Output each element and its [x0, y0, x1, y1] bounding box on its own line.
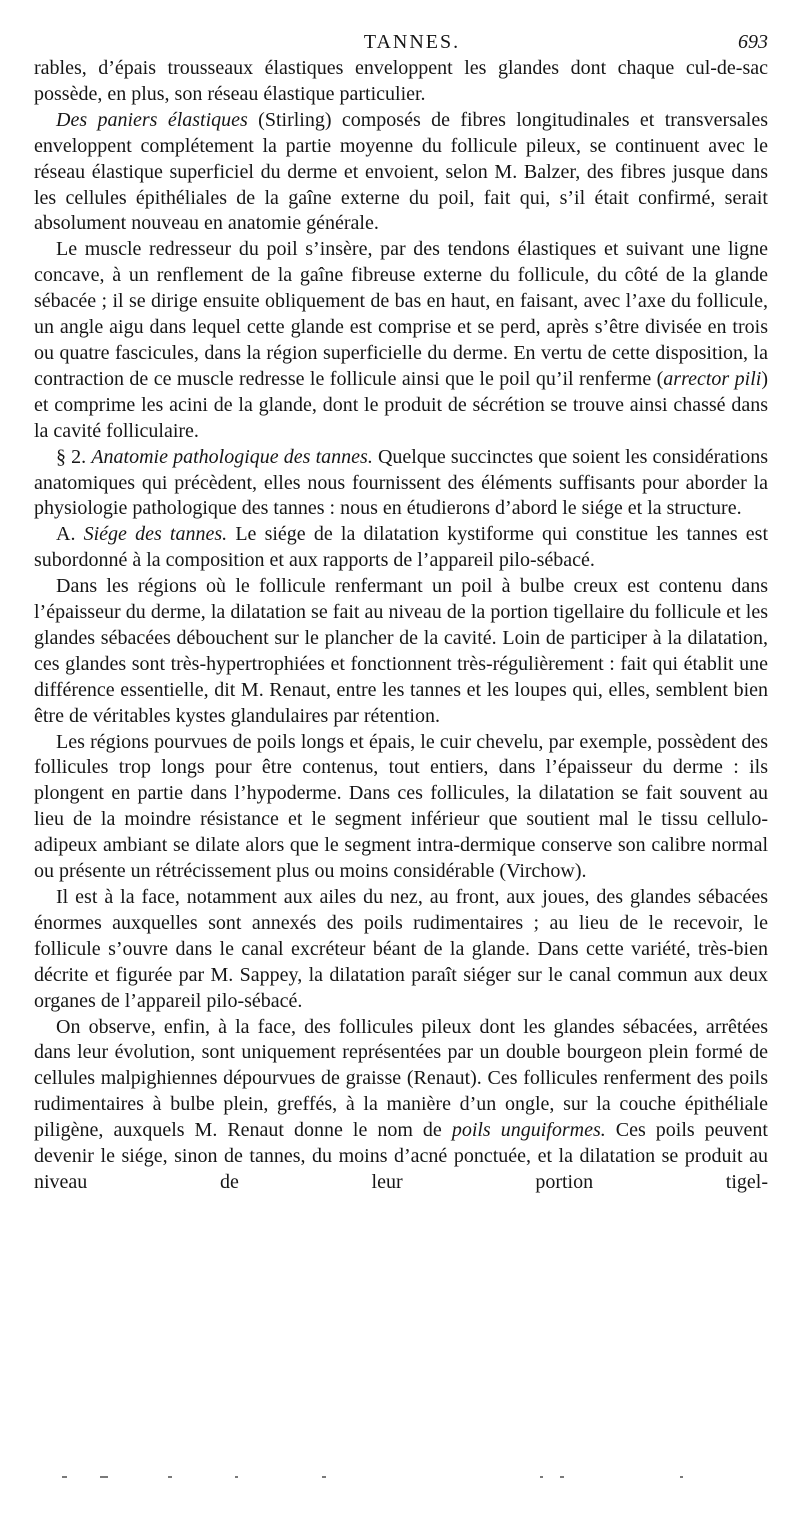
section-mark: § 2. — [56, 445, 87, 468]
paragraph-2-text: (Stirling) composés de fibres longitudinales et transversales enveloppent complétement la partie moyenne du follicule pileux, se continuent avec le réseau élastique superficiel du derme et envoient, selon M. Balzer, des fibres jusque dans les cellules épithéliales de la gaîne externe du poil, fait qui, s’il était confirmé, serait absolument nouveau en anatomie générale. — [34, 108, 768, 235]
section-heading: Anatomie pathologique des tannes. — [91, 445, 373, 468]
paragraph-5 — [34, 522, 768, 574]
paragraph-5-text: Le siége de la dilatation kystiforme qui constitue les tannes est subordonné à la composition et aux rapports de l’appareil pilo-sébacé. — [34, 523, 768, 572]
speck-6 — [540, 1476, 543, 1478]
running-header — [34, 30, 768, 54]
paragraph-2 — [34, 108, 768, 238]
paragraph-4-text: Quelque succinctes que soient les considérations anatomiques qui précèdent, elles nous fournissent des éléments suffisants pour aborder la physiologie pathologique des tannes : nous en étudierons d’abord le siége et la structure. — [34, 445, 769, 520]
body-text — [34, 56, 768, 1196]
paragraph-9-before: On observe, enfin, à la face, des follicules pileux dont les glandes sébacées, arrêtées dans leur évolution, sont uniquement représentées par un double bourgeon plein formé de cellules malpighiennes dépourvues de graisse (Renaut). Ces follicules renferment des poils rudimentaires à bulbe plein, greffés, à la manière d’un ongle, sur la couche épithéliale piligène, auxquels M. Renaut donne le nom de — [34, 1015, 768, 1142]
speck-5 — [322, 1476, 326, 1478]
paragraph-3 — [34, 237, 768, 444]
paragraph-2-lead: Des paniers élastiques — [56, 108, 248, 131]
paragraph-9-term: poils unguiformes. — [451, 1119, 606, 1142]
paragraph-3-before: Le muscle redresseur du poil s’insère, par des tendons élastiques et suivant une ligne concave, à un renflement de la gaîne fibreuse externe du follicule, du côté de la glande sébacée ; il se dirige ensuite obliquement de bas en haut, en faisant, avec l’axe du follicule, un angle aigu dans lequel cette glande est comprise et se perd, après s’être divisée en trois ou quatre fascicules, dans la région superficielle du derme. En vertu de cette disposition, la contraction de ce muscle redresse le follicule ainsi que le poil qu’il renferme ( — [34, 238, 768, 390]
paragraph-7-text: Les régions pourvues de poils longs et épais, le cuir chevelu, par exemple, possèdent des follicules trop longs pour être contenus, tout entiers, dans l’épaisseur du derme : ils plongent en partie dans l’hypoderme. Dans ces follicules, la dilatation se fait souvent au lieu de la moindre résistance et le segment inférieur que soutient mal le tissu cellulo-adipeux ambiant se dilate alors que le segment intra-dermique conserve son calibre normal ou présente un rétrécissement plus ou moins considérable (Virchow). — [34, 730, 768, 883]
speck-2 — [100, 1476, 108, 1478]
subsection-marker: A. — [56, 523, 76, 546]
page-number: 693 — [738, 31, 768, 53]
speck-8 — [680, 1476, 683, 1478]
paragraph-8-text: Il est à la face, notamment aux ailes du nez, au front, aux joues, des glandes sébacées énormes auxquelles sont annexés des poils rudimentaires ; au lieu de le recevoir, le follicule s’ouvre dans le canal excréteur béant de la glande. Dans cette variété, très-bien décrite et figurée par M. Sappey, la dilatation paraît siéger sur le canal commun aux deux organes de l’appareil pilo-sébacé. — [34, 886, 768, 1012]
paragraph-3-term: arrector pili — [663, 367, 762, 390]
paragraph-1 — [34, 56, 768, 108]
paragraph-3-after: ) et comprime les acini de la glande, dont le produit de sécrétion se trouve ainsi chassé dans la cavité folliculaire. — [34, 367, 768, 442]
running-title: TANNES. — [363, 31, 461, 53]
paragraph-6-text: Dans les régions où le follicule renfermant un poil à bulbe creux est contenu dans l’épaisseur du derme, la dilatation se fait au niveau de la portion tigellaire du follicule et les glandes sébacées débouchent sur le plancher de la cavité. Loin de participer à la dilatation, ces glandes sont très-hypertrophiées et fonctionnent très-régulièrement : fait qui établit une différence essentielle, dit M. Renaut, entre les tannes et les loupes qui, elles, semblent bien être de véritables kystes glandulaires par rétention. — [34, 575, 768, 727]
paragraph-9-after: Ces poils peuvent devenir le siége, sinon de tannes, du moins d’acné ponctuée, et la dilatation se produit au niveau de leur portion tigel- — [34, 1119, 768, 1193]
paragraph-4 — [34, 445, 768, 523]
paragraph-1-text: rables, d’épais trousseaux élastiques enveloppent les glandes dont chaque cul-de-sac possède, en plus, son réseau élastique particulier. — [34, 57, 768, 105]
speck-7 — [560, 1476, 564, 1478]
paragraph-9 — [34, 1015, 768, 1196]
paragraph-8 — [34, 885, 768, 1015]
speck-1 — [62, 1476, 67, 1478]
speck-4 — [235, 1476, 238, 1478]
paragraph-6 — [34, 574, 768, 729]
paragraph-7 — [34, 730, 768, 885]
speck-3 — [168, 1476, 172, 1478]
scan-specks — [60, 1474, 760, 1480]
subsection-heading: Siége des tannes. — [83, 523, 228, 546]
